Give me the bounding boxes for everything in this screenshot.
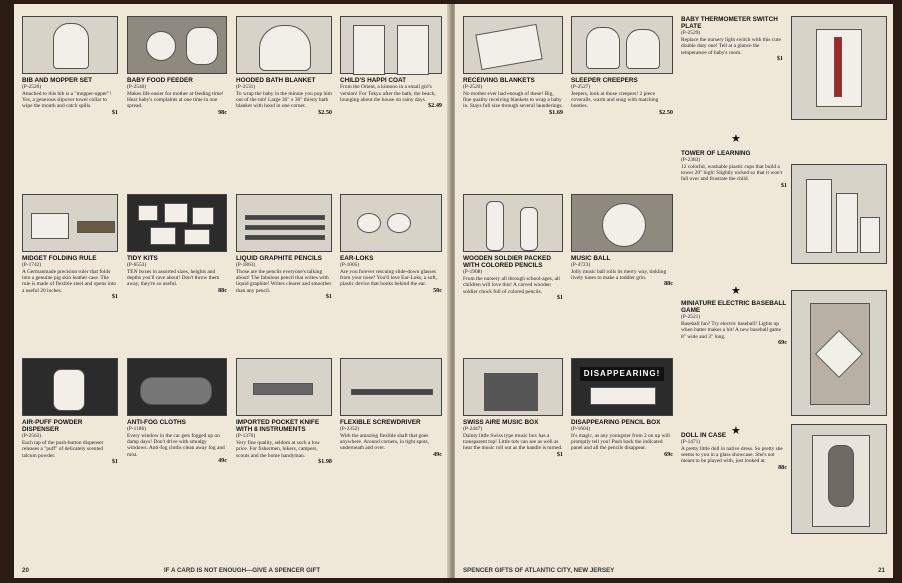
product-title: LIQUID GRAPHITE PENCILS (236, 255, 322, 262)
product-title: IMPORTED POCKET KNIFE WITH 8 INSTRUMENTS (236, 419, 320, 434)
product-price: $1 (780, 181, 787, 189)
product-code: (P-2526) (22, 84, 42, 91)
product-photo (463, 358, 563, 416)
left-page (14, 4, 450, 578)
product-title: AIR-PUFF POWDER DISPENSER (22, 419, 83, 434)
product-code: (P-2447) (463, 426, 483, 433)
product-desc: Baseball fan? Try electric baseball! Lights up when batter makes a hit! A new baseball game 8" wide and 3" long. (681, 320, 781, 340)
product-doll-in-case (681, 432, 787, 542)
product-price: $1 (556, 450, 563, 458)
product-code: (P-4723) (571, 262, 591, 269)
product-title: TOWER OF LEARNING (681, 150, 751, 157)
product-code: (P-1908) (463, 269, 483, 276)
product-desc: Replace the nursery light switch with this cute double duty one! Tell at a glance the temperature of baby's room. (681, 36, 781, 56)
page-number-right: 21 (878, 567, 885, 574)
tower-photo (791, 164, 887, 266)
product-air-puff (22, 358, 118, 538)
product-code: (P-1863) (236, 262, 256, 269)
product-desc: Very fine quality, seldom at such a low price. For fishermen, hikers, campers, scouts and the home handyman. (236, 439, 320, 459)
product-sleeper-creepers (571, 16, 673, 202)
product-photo (791, 164, 887, 264)
star-icon: ★ (731, 425, 741, 437)
product-price: 69c (778, 339, 787, 347)
product-code: (P-1604) (571, 426, 591, 433)
product-code: (P-2540) (127, 84, 147, 91)
product-code: (P-2531) (236, 84, 256, 91)
product-price: $1 (111, 293, 118, 301)
product-desc: Those are the pencils everyone's talking about! The fabulous pencil that writes with liquid graphite! Writes clearer and smoother than any pencil. (236, 268, 332, 294)
right-page (455, 4, 893, 578)
product-desc: Makes life easier for mother at feeding time! Hear baby's complaints at one time in one spread. (127, 90, 224, 110)
product-price: 88c (664, 280, 673, 288)
product-photo (340, 16, 442, 74)
product-title: DISAPPEARING PENCIL BOX (571, 419, 661, 426)
product-desc: Every window in the car gets fogged up on damp days! Don't drive with smudgy windows. Anti-fog cloths clean away fog and mist. (127, 432, 225, 458)
product-desc: It's magic, as any youngster from 2 on up will promptly tell you! Push back the indicated panel and all the pencils disappear. (571, 432, 670, 452)
product-title: CHILD'S HAPPI COAT (340, 77, 407, 84)
footer-right: SPENCER GIFTS OF ATLANTIC CITY, NEW JERSEY (463, 567, 615, 574)
footer-left: IF A CARD IS NOT ENOUGH—GIVE A SPENCER GIFT (164, 567, 321, 574)
product-photo (571, 194, 673, 252)
product-photo (236, 194, 332, 252)
product-baseball-game (681, 300, 787, 424)
product-photo (791, 290, 887, 416)
product-pocket-knife (236, 358, 332, 538)
product-title: HOODED BATH BLANKET (236, 77, 316, 84)
product-hooded-bath-blanket (236, 16, 332, 202)
product-price: 49c (218, 457, 227, 465)
product-title: MINIATURE ELECTRIC BASEBALL GAME (681, 300, 787, 315)
product-desc: From the nursery all through school-ages, all children will love this! A carved wooden soldier chock full of colored pencils. (463, 275, 560, 295)
product-price: $1 (111, 108, 118, 116)
product-code: (P-2352) (340, 426, 360, 433)
product-price: $1 (556, 294, 563, 302)
product-price: $2.50 (318, 108, 332, 116)
product-desc: No mother ever had enough of these! Big, fine quality receiving blankets to wrap a baby in. Stays full size through several launderings. (463, 90, 563, 110)
product-desc: With the amazing flexible shaft that goes anywhere. Around corners, in tight spots, underneath and over. (340, 432, 429, 452)
product-price: $1.98 (318, 458, 332, 466)
product-desc: Each tap of the push-button dispenser releases a "puff" of delicately scented talcum powder. (22, 439, 104, 459)
product-title: FLEXIBLE SCREWDRIVER (340, 419, 421, 426)
product-title: SLEEPER CREEPERS (571, 77, 638, 84)
product-photo (791, 16, 887, 120)
product-music-ball (571, 194, 673, 362)
product-photo (463, 194, 563, 252)
product-price: 69c (664, 450, 673, 458)
product-price: $1.69 (549, 108, 563, 116)
product-baby-food-feeder (127, 16, 227, 202)
product-price: $2.49 (428, 102, 442, 110)
product-desc: TEN boxes in assorted sizes, heights and depths you'll rave about! Don't throw them away, they're so useful. (127, 268, 220, 288)
product-anti-fog (127, 358, 227, 538)
product-wooden-soldier (463, 194, 563, 362)
product-title: MIDGET FOLDING RULE (22, 255, 97, 262)
product-code: (P-1376) (236, 433, 256, 440)
product-photo (791, 424, 887, 534)
product-price: $2.50 (659, 108, 673, 116)
product-price: 88c (218, 286, 227, 294)
disappearing-banner: DISAPPEARING! (580, 367, 664, 381)
product-price: 88c (778, 463, 787, 471)
page-number-left: 20 (22, 567, 29, 574)
product-photo (127, 358, 227, 416)
product-title: ANTI-FOG CLOTHS (127, 419, 186, 426)
product-title: DOLL IN CASE (681, 432, 726, 439)
product-price: $1 (111, 458, 118, 466)
product-title: WOODEN SOLDIER PACKED WITH COLORED PENCILS (463, 255, 551, 270)
product-code: (P-6553) (127, 262, 147, 269)
product-photo (463, 16, 563, 74)
product-title: BABY FOOD FEEDER (127, 77, 193, 84)
product-photo (236, 358, 332, 416)
product-code: (P-2527) (571, 84, 591, 91)
product-code: (P-2521) (681, 314, 701, 321)
product-receiving-blankets (463, 16, 563, 202)
product-photo (22, 358, 118, 416)
product-photo (340, 358, 442, 416)
product-disappearing-pencil-box (571, 358, 673, 538)
product-title: TIDY KITS (127, 255, 158, 262)
product-photo (22, 16, 118, 74)
product-desc: Jeepers, look at those creepers! 2 piece coveralls, warm and snug with matching booties. (571, 90, 659, 110)
product-title: RECEIVING BLANKETS (463, 77, 535, 84)
product-price: 50c (433, 286, 442, 294)
product-desc: A pretty little doll in native dress. So pretty she seems to you in a glass showcase. She's not meant to be played with, just looked at. (681, 445, 783, 465)
product-photo (571, 358, 673, 416)
product-desc: A Germanmade precision ruler that folds into a genuine pig skin leather case. The rule is made of flexible steel and opens into a useful 20 inches. (22, 268, 117, 294)
product-photo (127, 194, 227, 252)
product-title: BABY THERMOMETER SWITCH PLATE (681, 16, 778, 31)
product-code: (P-1471) (681, 439, 701, 446)
product-photo (340, 194, 442, 252)
product-title: MUSIC BALL (571, 255, 611, 262)
product-tidy-kits (127, 194, 227, 362)
star-icon: ★ (731, 133, 741, 145)
product-code: (P-2529) (681, 30, 701, 37)
product-desc: To wrap the baby in the minute you pop him out of the tub! Large 36" x 36" thirsty bath blanket with hood in one corner. (236, 90, 332, 110)
baseball-photo (791, 290, 887, 418)
product-photo (236, 16, 332, 74)
product-desc: Dainty little Swiss type music box has a transparent top! Little tots can see as well as hear the music roll out as the handle is turned. (463, 432, 563, 452)
product-title: EAR-LOKS (340, 255, 374, 262)
product-desc: From the Orient, a kimono in a small girl's version! For Tokyo after the bath, the beach, lounging about the house on rainy days. (340, 84, 436, 104)
product-desc: 12 colorful, washable plastic cups that build a tower 20" high! Slightly nicked so that it won't fall over and frustrate the child. (681, 163, 783, 183)
product-photo (22, 194, 118, 252)
product-title: BIB AND MOPPER SET (22, 77, 93, 84)
product-price: $1 (776, 55, 783, 63)
product-swiss-music-box (463, 358, 563, 538)
product-folding-rule (22, 194, 118, 362)
product-code: (P-2520) (463, 84, 483, 91)
product-price: 49c (433, 450, 442, 458)
product-photo (571, 16, 673, 74)
product-price: $1 (325, 293, 332, 301)
product-code: (P-2383) (681, 157, 701, 164)
product-desc: Attached to this bib is a "mopper-upper"! Yes, a generous slipover towel collar to wipe the mouth and catch spills. (22, 90, 112, 110)
star-icon: ★ (731, 285, 741, 297)
product-code: (P-1005) (340, 262, 360, 269)
product-title: SWISS AIRE MUSIC BOX (463, 419, 539, 426)
product-graphite-pencils (236, 194, 332, 362)
product-code: (P-1742) (22, 262, 42, 269)
product-code: (P-2563) (22, 433, 42, 440)
product-ear-loks (340, 194, 442, 362)
product-screwdriver (340, 358, 442, 538)
product-desc: Are you forever rescuing slide-down glasses from your nose? You'll love Ear-Loks, a soft, plastic device that hooks behind the ear. (340, 268, 437, 288)
doll-photo (791, 424, 887, 536)
thermometer-photo (791, 16, 887, 122)
product-desc: Jolly music ball rolls its merry way, tinkling lively tunes to make a toddler grin. (571, 268, 667, 282)
product-code: (P-1186) (127, 426, 146, 433)
product-price: 98c (218, 108, 227, 116)
product-bib-mopper (22, 16, 118, 202)
product-photo (127, 16, 227, 74)
product-happi-coat (340, 16, 442, 202)
